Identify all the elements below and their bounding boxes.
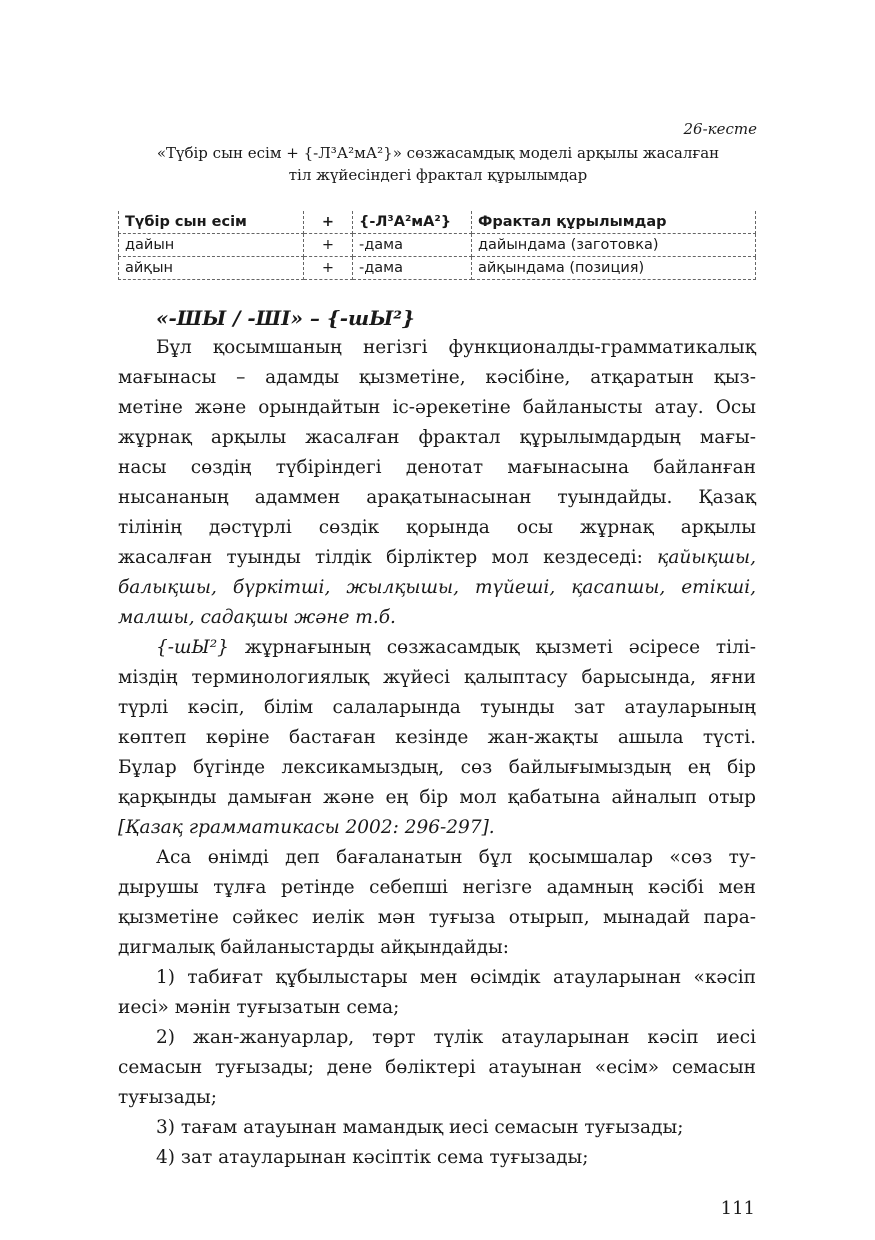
page-number: 111	[720, 1198, 755, 1219]
header-root-adjective: Түбір сын есім	[119, 211, 304, 234]
header-plus: +	[304, 211, 353, 234]
suffix-notation: {-шЫ²}	[156, 637, 229, 658]
text-line: Бұл қосымшаның негізгі функционалды-грамматикалық	[156, 337, 756, 358]
text-line: қызметіне сәйкес иелік мән туғыза отырып, мынадай пара-	[118, 907, 756, 928]
table-caption-line-1: «Түбір сын есім + {-Л³А²мА²}» сөзжасамдық моделі арқылы жасалған	[156, 144, 720, 162]
text-line	[118, 543, 756, 573]
table-caption-line-2: тіл жүйесіндегі фрактал құрылымдар	[288, 166, 588, 184]
text-line: нысананың адаммен арақатынасынан туындайды. Қазақ	[118, 487, 756, 508]
list-item-4: 4) зат атауларынан кәсіптік сема туғызады;	[156, 1147, 589, 1168]
table-row	[119, 234, 756, 257]
text-line: жұрнақ арқылы жасалған фрактал құрылымдардың мағы-	[118, 427, 756, 448]
cell-root: дайын	[119, 234, 304, 257]
list-item-3: 3) тағам атауынан мамандық иесі семасын туғызады;	[156, 1117, 684, 1138]
cell-plus: +	[304, 234, 353, 257]
text-run: жұрнағының сөзжасамдық қызметі әсіресе тілі-	[228, 637, 756, 658]
text-line	[156, 633, 756, 663]
table-header-row	[119, 211, 756, 234]
table-row	[119, 257, 756, 280]
text-run: жасалған туынды тілдік бірліктер мол кездеседі:	[118, 547, 658, 568]
cell-root: айқын	[119, 257, 304, 280]
text-line: тілінің дәстүрлі сөздік қорында осы жұрнақ арқылы	[118, 517, 756, 538]
cell-result: дайындама (заготовка)	[472, 234, 756, 257]
cell-suffix: -дама	[353, 234, 472, 257]
text-line: дырушы тұлға ретінде себепші негізге адамның кәсібі мен	[118, 877, 756, 898]
text-line: міздің терминологиялық жүйесі қалыптасу барысында, яғни	[118, 667, 756, 688]
list-item-1-line: 1) табиғат құбылыстары мен өсімдік атауларынан «кәсіп	[156, 967, 756, 988]
text-line: насы сөздің түбіріндегі денотат мағынасына байланған	[118, 457, 756, 478]
section-heading: «-ШЫ / -ШІ» – {-шЫ²}	[156, 306, 415, 330]
cell-suffix: -дама	[353, 257, 472, 280]
text-line-italic: балықшы, бүркітші, жылқышы, түйеші, қасапшы, етікші,	[118, 577, 756, 598]
list-item-1-line: иесі» мәнін туғызатын сема;	[118, 997, 400, 1018]
header-suffix: {-Л³А²мА²}	[353, 211, 472, 234]
table-number: 26-кесте	[683, 120, 757, 138]
text-line: метіне және орындайтын іс-әрекетіне байланысты атау. Осы	[118, 397, 756, 418]
text-line: түрлі кәсіп, білім салаларында туынды зат атауларының	[118, 697, 756, 718]
fractal-structures-table	[118, 211, 756, 280]
text-line: Бұлар бүгінде лексикамыздың, сөз байлығымыздың ең бір	[118, 757, 756, 778]
example-word: қайықшы,	[657, 547, 756, 568]
text-line: көптеп көріне бастаған кезінде жан-жақты ашыла түсті.	[118, 727, 756, 748]
text-line: қарқынды дамыған және ең бір мол қабатына айналып отыр	[118, 787, 756, 808]
header-fractal-structures: Фрактал құрылымдар	[472, 211, 756, 234]
list-item-2-line: туғызады;	[118, 1087, 217, 1108]
list-item-2-line: семасын туғызады; дене бөліктері атауынан «есім» семасын	[118, 1057, 756, 1078]
text-line: Аса өнімді деп бағаланатын бұл қосымшалар «сөз ту-	[156, 847, 756, 868]
text-line: мағынасы – адамды қызметіне, кәсібіне, атқаратын қыз-	[118, 367, 756, 388]
cell-result: айқындама (позиция)	[472, 257, 756, 280]
citation: [Қазақ грамматикасы 2002: 296-297].	[118, 817, 495, 838]
text-line-italic: малшы, садақшы және т.б.	[118, 607, 396, 628]
cell-plus: +	[304, 257, 353, 280]
text-line: дигмалық байланыстарды айқындайды:	[118, 937, 509, 958]
list-item-2-line: 2) жан-жануарлар, төрт түлік атауларынан кәсіп иесі	[156, 1027, 756, 1048]
